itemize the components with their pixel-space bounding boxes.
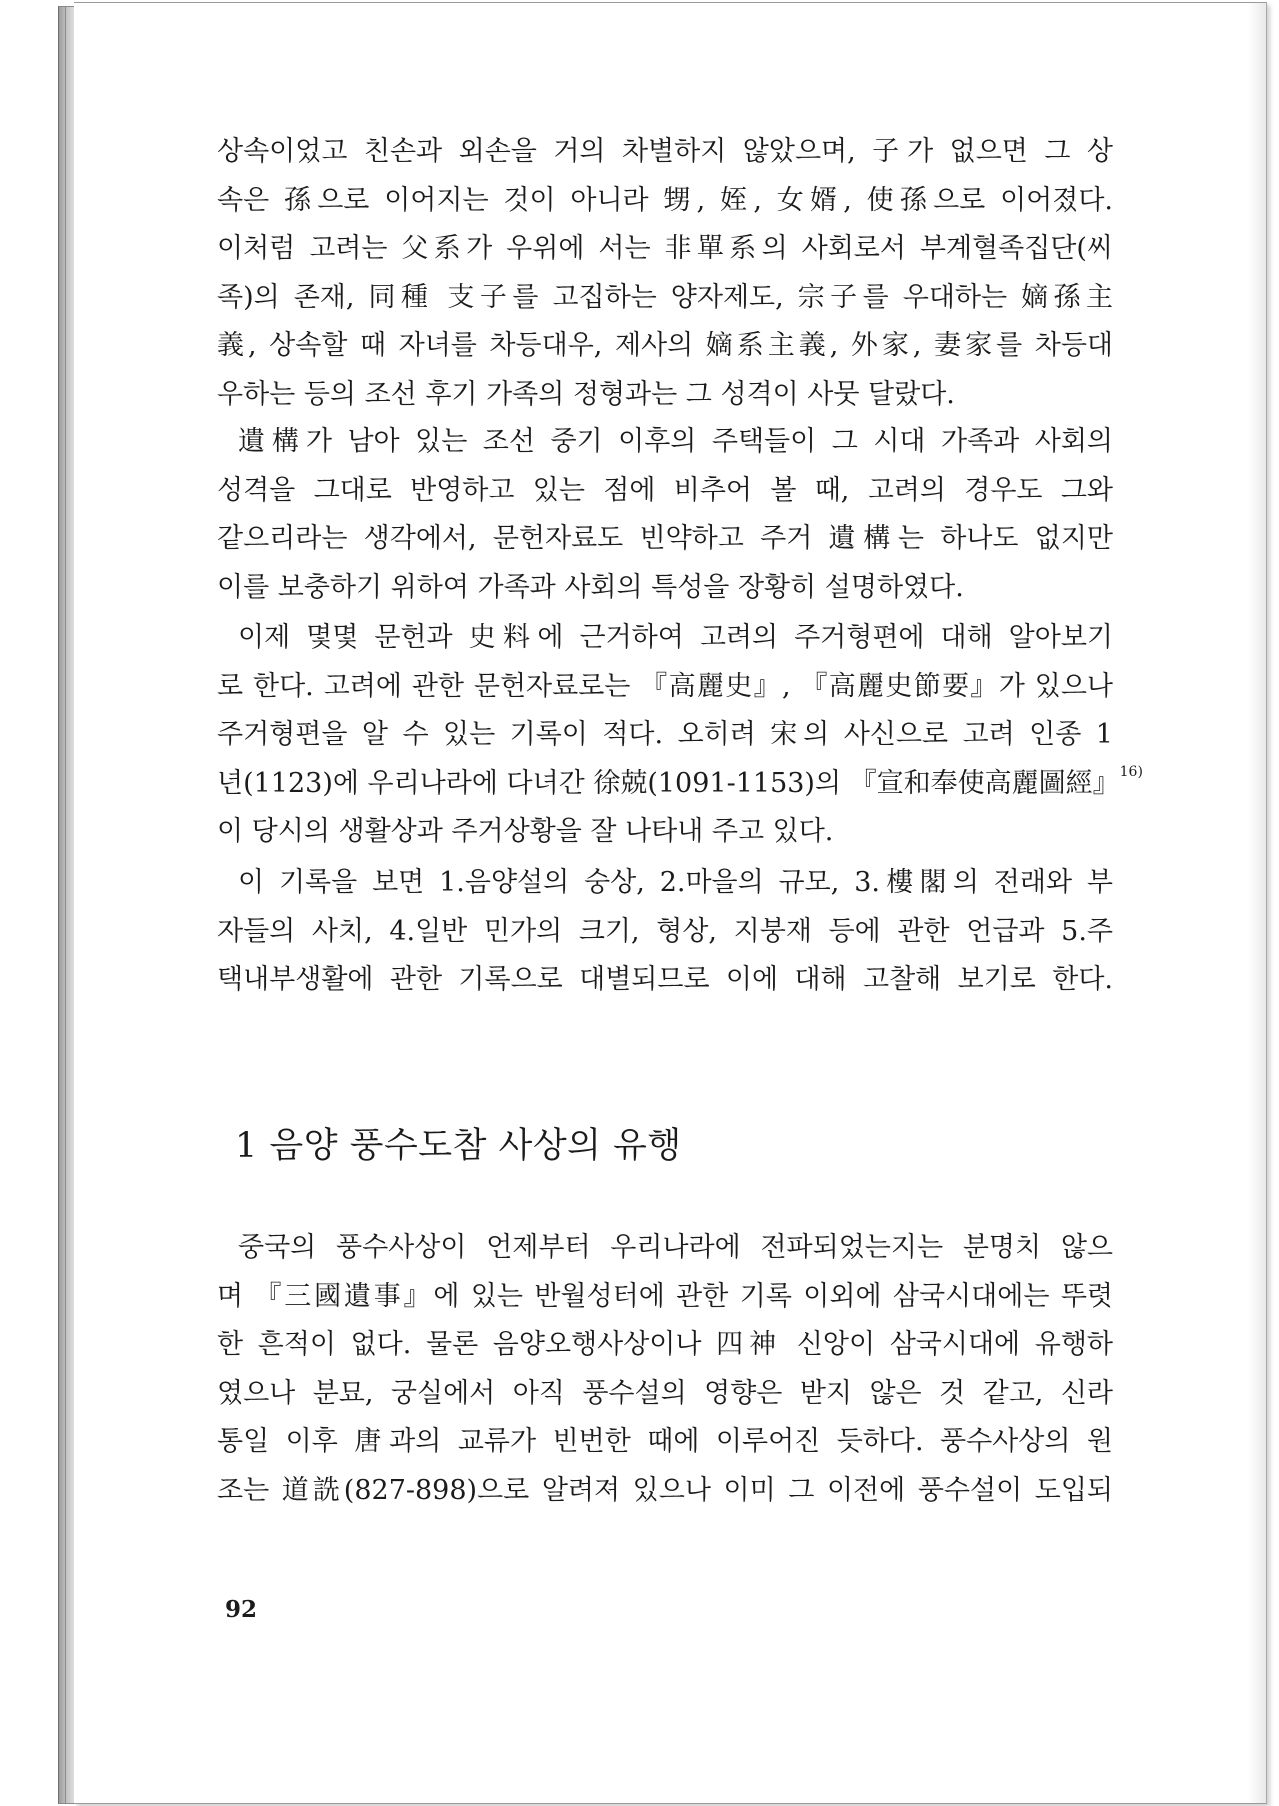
page-number: 92: [225, 1596, 258, 1623]
text-line: 상속이었고 친손과 외손을 거의 차별하지 않았으며, 子가 없으면 그 상: [217, 136, 1113, 167]
text-line: 이 기록을 보면 1.음양설의 숭상, 2.마을의 규모, 3.樓閣의 전래와 부: [238, 867, 1113, 898]
text-line: 며 『三國遺事』에 있는 반월성터에 관한 기록 이외에 삼국시대에는 뚜렷: [217, 1280, 1113, 1312]
text-line: 義, 상속할 때 자녀를 차등대우, 제사의 嫡系主義, 外家, 妻家를 차등대: [217, 330, 1113, 361]
text-line: 이를 보충하기 위하여 가족과 사회의 특성을 장황히 설명하였다.: [217, 571, 964, 603]
text-line: 조는 道詵(827-898)으로 알려져 있으나 이미 그 이전에 풍수설이 도입되: [217, 1474, 1113, 1506]
paragraph-fengshui: [217, 1224, 1113, 1515]
text-line: 이제 몇몇 문헌과 史料에 근거하여 고려의 주거형편에 대해 알아보기: [238, 622, 1113, 653]
text-line: 로 한다. 고려에 관한 문헌자료로는 『高麗史』, 『高麗史節要』가 있으나: [217, 670, 1113, 702]
text-line: 한 흔적이 없다. 물론 음양오행사상이나 四神 신앙이 삼국시대에 유행하: [217, 1329, 1113, 1360]
paragraph-record-summary: [217, 859, 1113, 1005]
text-line: 속은 孫으로 이어지는 것이 아니라 甥, 姪, 女婿, 使孫으로 이어졌다.: [217, 184, 1113, 216]
text-line: 중국의 풍수사상이 언제부터 우리나라에 전파되었는지는 분명치 않으: [238, 1232, 1113, 1263]
text-line: 이처럼 고려는 父系가 우위에 서는 非單系의 사회로서 부계혈족집단(씨: [217, 233, 1113, 264]
text-line: 우하는 등의 조선 후기 가족의 정형과는 그 성격이 사뭇 달랐다.: [217, 378, 955, 410]
text-line: 성격을 그대로 반영하고 있는 점에 비추어 볼 때, 고려의 경우도 그와: [217, 474, 1113, 506]
text-line: 년(1123)에 우리나라에 다녀간 徐兢(1091-1153)의 『宣和奉使高麗圖經』: [217, 767, 1120, 799]
text-line-with-footnote: [217, 760, 1143, 809]
paragraph-sources: [217, 614, 1143, 857]
text-line: 이 당시의 생활상과 주거상황을 잘 나타내 주고 있다.: [217, 816, 834, 847]
text-line: 같으리라는 생각에서, 문헌자료도 빈약하고 주거 遺構는 하나도 없지만: [217, 523, 1113, 554]
text-line: 주거형편을 알 수 있는 기록이 적다. 오히려 宋의 사신으로 고려 인종 1: [217, 719, 1113, 750]
text-line: 족)의 존재, 同種 支子를 고집하는 양자제도, 宗子를 우대하는 嫡孫主: [217, 281, 1113, 313]
text-line: 였으나 분묘, 궁실에서 아직 풍수설의 영향은 받지 않은 것 같고, 신라: [217, 1377, 1113, 1409]
text-line: 통일 이후 唐과의 교류가 빈번한 때에 이루어진 듯하다. 풍수사상의 원: [217, 1426, 1113, 1457]
text-line: 택내부생활에 관한 기록으로 대별되므로 이에 대해 고찰해 보기로 한다.: [217, 964, 1113, 995]
footnote-marker: 16): [1119, 763, 1143, 780]
section-heading: 1 음양 풍수도참 사상의 유행: [235, 1126, 682, 1166]
paragraph-remains: [217, 418, 1113, 612]
paragraph-inheritance: [217, 128, 1113, 419]
text-line: 遺構가 남아 있는 조선 중기 이후의 주택들이 그 시대 가족과 사회의: [238, 426, 1113, 457]
text-line: 자들의 사치, 4.일반 민가의 크기, 형상, 지붕재 등에 관한 언급과 5.주: [217, 915, 1113, 947]
